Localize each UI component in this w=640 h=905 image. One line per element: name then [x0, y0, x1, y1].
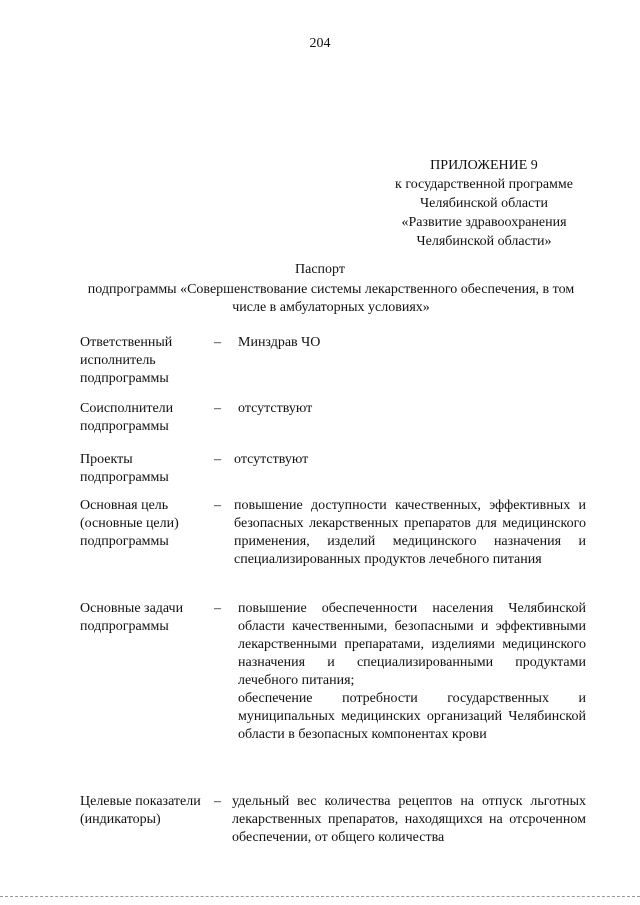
page-bottom-edge — [0, 896, 640, 897]
appendix-line: Челябинской области» — [416, 234, 552, 249]
row-dash: – — [214, 335, 221, 350]
passport-title: Паспорт — [295, 262, 345, 277]
row-label: Основные задачи подпрограммы — [80, 601, 184, 634]
passport-subtitle: подпрограммы «Совершенствование системы лекарственного обеспечения, в том числе в амбулаторных условиях» — [87, 282, 575, 315]
row-dash: – — [214, 601, 221, 616]
appendix-line: Челябинской области — [420, 196, 548, 211]
appendix-line: «Развитие здравоохранения — [401, 215, 567, 230]
row-value-paragraph: обеспечение потребности государственных и муниципальных медицинских организаций Челябинской области в безопасных компонентах крови — [238, 691, 586, 742]
row-dash: – — [214, 401, 221, 416]
row-label: Целевые показатели (индикаторы) — [80, 794, 201, 827]
row-value: отсутствуют — [238, 401, 313, 416]
row-value-paragraph: повышение обеспеченности населения Челябинской области качественными, безопасными и эффективными лекарственными препаратами, изделиями медицинского назначения и специализированными продуктами лечебного питания; — [238, 601, 586, 688]
row-dash: – — [214, 452, 221, 467]
row-value: отсутствуют — [234, 452, 309, 467]
row-label: Основная цель (основные цели) подпрограммы — [80, 498, 179, 549]
row-label: Соисполнители подпрограммы — [80, 401, 174, 434]
row-label: Ответственный исполнитель подпрограммы — [80, 335, 173, 386]
appendix-title: ПРИЛОЖЕНИЕ 9 — [430, 158, 538, 173]
row-value — [238, 600, 586, 744]
row-value: повышение доступности качественных, эффективных и безопасных лекарственных препаратов для медицинского применения, изделий медицинского назначения и специализированных продуктов лечебного питания — [234, 498, 586, 567]
appendix-line: к государственной программе — [395, 177, 573, 192]
row-label: Проекты подпрограммы — [80, 452, 169, 485]
row-dash: – — [214, 794, 221, 809]
appendix-block — [384, 156, 584, 251]
row-value: удельный вес количества рецептов на отпуск льготных лекарственных препаратов, находящихся на отсроченном обеспечении, от общего количества — [232, 794, 586, 845]
page-number: 204 — [309, 36, 331, 51]
row-value: Минздрав ЧО — [238, 335, 321, 350]
row-dash: – — [214, 498, 221, 513]
